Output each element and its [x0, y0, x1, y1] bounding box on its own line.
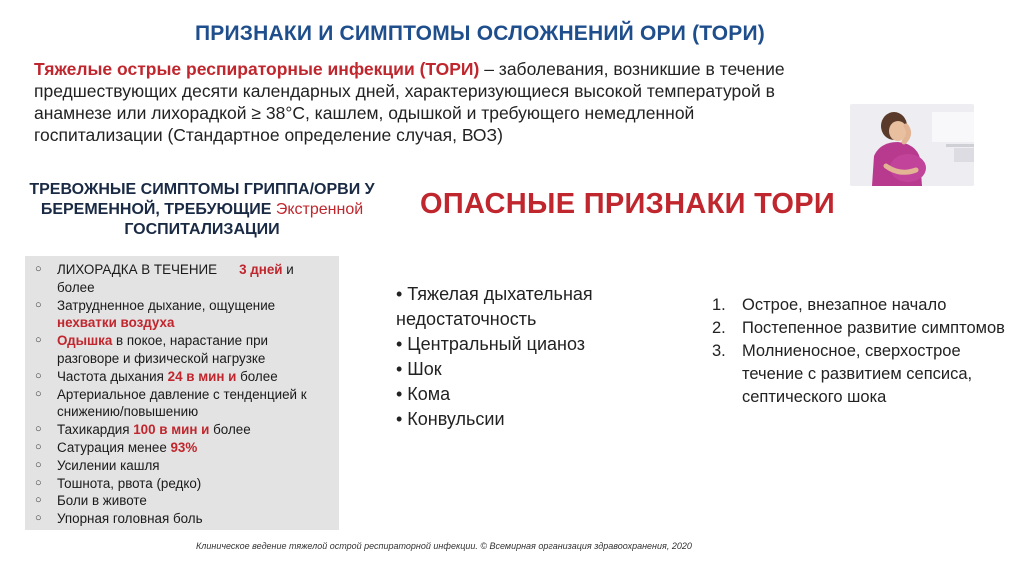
symptom-item: ○ Артериальное давление с тенденцией к снижению/повышению	[35, 386, 307, 420]
symptom-item: ○ Тошнота, рвота (редко)	[35, 475, 202, 491]
page-title: ПРИЗНАКИ И СИМПТОМЫ ОСЛОЖНЕНИЙ ОРИ (ТОРИ)	[194, 22, 766, 45]
tori-definition	[34, 58, 794, 146]
onset-item: 3. Молниеносное, сверхострое течение с развитием сепсиса, септического шока	[712, 342, 973, 406]
danger-signs-list	[396, 282, 676, 432]
symptom-item: ○ Сатурация менее 93%	[35, 439, 198, 455]
symptom-item: ○ Затрудненное дыхание, ощущение нехватки воздуха	[35, 297, 276, 331]
onset-types-list	[712, 294, 1012, 409]
pregnant-woman-illustration	[850, 104, 974, 186]
heading-tail: ГОСПИТАЛИЗАЦИИ	[124, 221, 280, 238]
symptom-list-box	[25, 256, 339, 530]
symptom-item: ○ Усилении кашля	[35, 457, 160, 473]
danger-sign-item: • Тяжелая дыхательная недостаточность	[396, 284, 593, 329]
pregnant-woman-photo	[850, 104, 974, 186]
symptom-list	[33, 261, 331, 528]
symptom-item: ○ ЛИХОРАДКА В ТЕЧЕНИЕ 3 дней и более	[35, 262, 294, 295]
danger-signs-title: ОПАСНЫЕ ПРИЗНАКИ ТОРИ	[420, 188, 836, 220]
symptom-item: ○ Боли в животе	[35, 493, 147, 509]
danger-sign-item: • Кома	[396, 384, 451, 404]
danger-sign-item: • Шок	[396, 359, 442, 379]
source-footnote: Клиническое ведение тяжелой острой респираторной инфекции. © Всемирная организация здравоохранения, 2020	[196, 541, 692, 551]
definition-text: – заболевания, возникшие в течение предшествующих десяти календарных дней, характеризующиеся высокой температурой в анамнезе или лихорадкой ≥ 38°С, кашлем, одышкой и требующего немедленной госпитализации (Стандартное определение случая, ВОЗ)	[34, 59, 785, 145]
heading-urgent: Экстренной	[275, 201, 364, 218]
symptom-item: ○ Одышка в покое, нарастание при разговоре и физической нагрузке	[35, 333, 269, 366]
definition-term: Тяжелые острые респираторные инфекции (ТОРИ)	[34, 59, 480, 79]
symptom-item: ○ Тахикардия 100 в мин и более	[35, 422, 251, 438]
onset-item: 1. Острое, внезапное начало	[712, 296, 947, 314]
symptom-item: ○ Упорная головная боль	[35, 511, 203, 527]
danger-sign-item: • Конвульсии	[396, 409, 505, 429]
heading-main: ТРЕВОЖНЫЕ СИМПТОМЫ ГРИППА/ОРВИ У БЕРЕМЕННОЙ, ТРЕБУЮЩИЕ	[29, 181, 375, 218]
danger-sign-item: • Центральный цианоз	[396, 334, 586, 354]
alarm-symptoms-heading	[18, 180, 386, 240]
onset-item: 2. Постепенное развитие симптомов	[712, 319, 1005, 337]
symptom-item: ○ Частота дыхания 24 в мин и более	[35, 368, 278, 384]
